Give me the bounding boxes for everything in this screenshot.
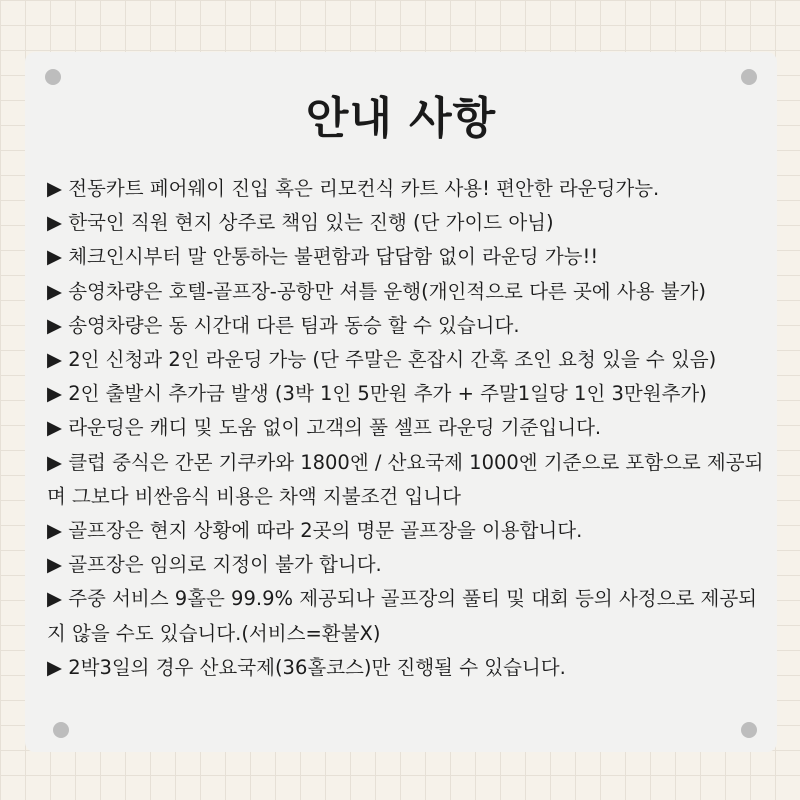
- notice-item: ▶ 2박3일의 경우 산요국제(36홀코스)만 진행될 수 있습니다.: [47, 655, 566, 679]
- notice-item: ▶ 2인 신청과 2인 라운딩 가능 (단 주말은 혼잡시 간혹 조인 요청 있을 수 있음): [47, 348, 717, 372]
- notice-item: ▶ 전동카트 페어웨이 진입 혹은 리모컨식 카트 사용! 편안한 라운딩가능.: [47, 177, 660, 200]
- notice-item: ▶ 2인 출발시 추가금 발생 (3박 1인 5만원 추가 + 주말1일당 1인 3만원추가): [47, 382, 707, 406]
- page-title: 안내 사항: [305, 93, 497, 144]
- notice-item: ▶ 송영차량은 호텔-골프장-공항만 셔틀 운행(개인적으로 다른 곳에 사용 불가): [47, 279, 706, 303]
- notice-item: ▶ 송영차량은 동 시간대 다른 팀과 동승 할 수 있습니다.: [47, 313, 520, 337]
- notice-item: ▶ 체크인시부터 말 안통하는 불편함과 답답함 없이 라운딩 가능!!: [47, 245, 599, 269]
- pin-dot-icon: [53, 722, 69, 738]
- notice-item: ▶ 골프장은 현지 상황에 따라 2곳의 명문 골프장을 이용합니다.: [47, 519, 583, 543]
- pin-dot-icon: [741, 722, 757, 738]
- notice-item: ▶ 주중 서비스 9홀은 99.9% 제공되나 골프장의 풀티 및 대회 등의 사정으로 제공되지 않을 수도 있습니다.(서비스=환불X): [47, 587, 758, 645]
- notice-item: ▶ 한국인 직원 현지 상주로 책임 있는 진행 (단 가이드 아님): [47, 211, 554, 235]
- notice-card: [25, 52, 777, 752]
- notice-list: [47, 172, 767, 685]
- notice-item: ▶ 골프장은 임의로 지정이 불가 합니다.: [47, 553, 382, 577]
- notice-item: ▶ 라운딩은 캐디 및 도움 없이 고객의 풀 셀프 라운딩 기준입니다.: [47, 416, 602, 440]
- notice-item: ▶ 클럽 중식은 간몬 기쿠카와 1800엔 / 산요국제 1000엔 기준으로 포함으로 제공되며 그보다 비싼음식 비용은 차액 지불조건 입니다: [47, 450, 764, 508]
